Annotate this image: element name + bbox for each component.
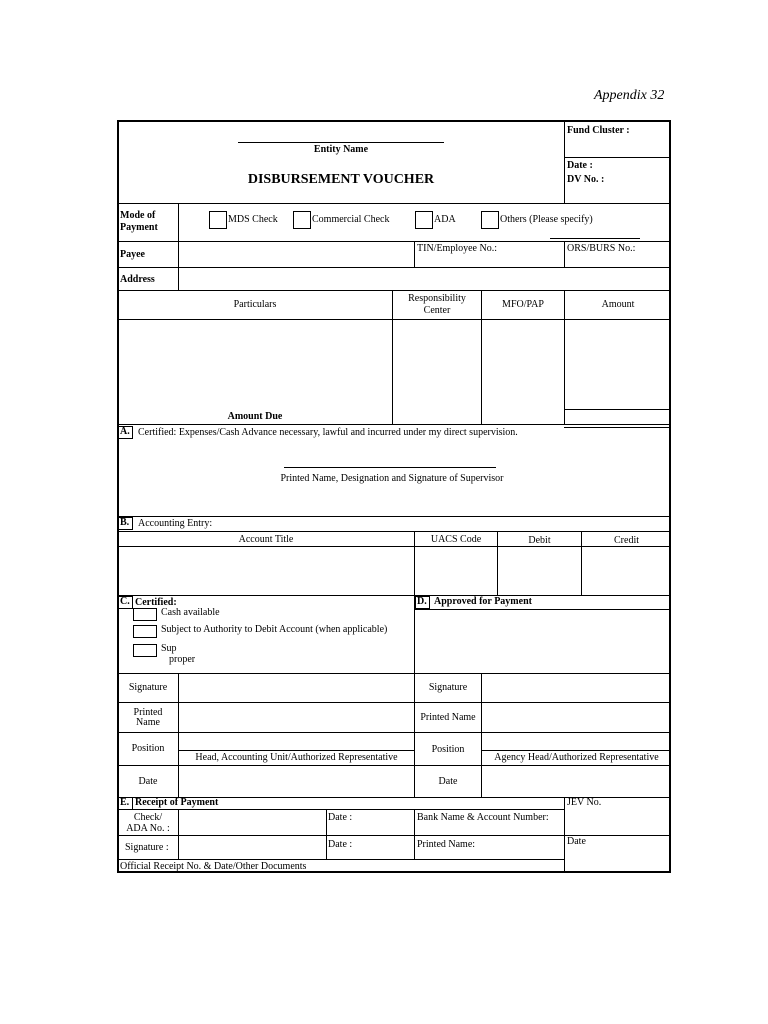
authority-debit-checkbox[interactable]: [133, 625, 157, 638]
section-d-letter: D.: [415, 596, 430, 609]
accounting-entry-label: Accounting Entry:: [138, 518, 213, 529]
particulars-bottom-line: [118, 424, 671, 425]
particulars-header-line: [118, 319, 671, 320]
printed-name-label-left-1: Printed: [133, 707, 163, 718]
ada-checkbox[interactable]: [415, 211, 433, 229]
ors-burs-label: ORS/BURS No.:: [567, 243, 636, 254]
jev-date-label: Date: [567, 836, 586, 847]
section-a-bottom-line: [118, 516, 671, 517]
section-a-letter: A.: [118, 426, 133, 439]
supervisor-signature-line[interactable]: [284, 467, 496, 468]
header-bottom-line: [118, 203, 671, 204]
receipt-signature-label: Signature :: [125, 842, 169, 853]
signatory-top-line: [118, 673, 671, 674]
check-date-label: Date :: [328, 812, 353, 823]
payee-ors-divider: [564, 241, 565, 267]
left-signatory-role: Head, Accounting Unit/Authorized Representative: [195, 752, 398, 763]
mds-check-checkbox[interactable]: [209, 211, 227, 229]
supporting-documents-label: Sup: [161, 643, 177, 654]
date-label: Date :: [567, 160, 593, 171]
right-signatory-role: Agency Head/Authorized Representative: [494, 752, 659, 763]
receipt-header-line: [118, 809, 564, 810]
left-label-divider-top: [178, 203, 179, 290]
amount-double-line: [564, 427, 671, 428]
check-ada-label-2: ADA No. :: [126, 823, 170, 834]
tin-employee-label: TIN/Employee No.:: [417, 243, 497, 254]
jev-no-label: JEV No.: [567, 797, 602, 808]
section-a-certification: Certified: Expenses/Cash Advance necessary, lawful and incurred under my direct supervision.: [138, 427, 518, 438]
amount-due-line: [564, 409, 671, 410]
section-c-label: Certified:: [135, 597, 177, 608]
check-label-divider: [178, 809, 179, 859]
account-title-header: Account Title: [238, 534, 294, 545]
mode-bottom-line: [118, 241, 671, 242]
section-d-header-line: [415, 609, 671, 610]
check-ada-label-1: Check/: [133, 812, 163, 823]
entity-name-line: [238, 142, 444, 143]
check-row-line: [118, 835, 564, 836]
c-d-divider: [414, 595, 415, 797]
mode-of-payment-label-2: Payment: [120, 222, 158, 233]
accounting-header-line: [118, 546, 671, 547]
section-e-letter: E.: [118, 797, 133, 810]
right-signatory-divider: [481, 673, 482, 797]
others-checkbox[interactable]: [481, 211, 499, 229]
fund-cluster-label: Fund Cluster :: [567, 125, 630, 136]
signature-receipt-line: [118, 859, 564, 860]
commercial-check-label: Commercial Check: [312, 214, 390, 225]
bank-account-label: Bank Name & Account Number:: [417, 812, 549, 823]
signature-label-right: Signature: [428, 682, 468, 693]
right-position-line: [482, 750, 671, 751]
debit-header: Debit: [528, 535, 551, 546]
position-label-right: Position: [431, 744, 465, 755]
section-b-bottom-line: [118, 595, 671, 596]
date-divider: [326, 809, 327, 859]
printed-name-label-left-2: Name: [136, 717, 160, 728]
header-divider: [564, 121, 565, 203]
cash-available-label: Cash available: [161, 607, 220, 618]
entity-name-label: Entity Name: [313, 144, 369, 155]
official-receipt-label: Official Receipt No. & Date/Other Documents: [120, 861, 307, 872]
accounting-entry-line: [118, 531, 671, 532]
receipt-date-label: Date :: [328, 839, 353, 850]
credit-header: Credit: [614, 535, 639, 546]
position-row-line: [118, 765, 671, 766]
receipt-printed-name-label: Printed Name:: [417, 839, 476, 850]
fund-cluster-line: [564, 157, 671, 158]
particulars-header: Particulars: [233, 299, 277, 310]
others-specify-line[interactable]: [550, 238, 640, 239]
commercial-check-checkbox[interactable]: [293, 211, 311, 229]
date-label-left: Date: [138, 776, 158, 787]
bank-divider: [414, 809, 415, 859]
position-label-left: Position: [131, 743, 165, 754]
debit-divider: [497, 531, 498, 595]
section-b-letter: B.: [118, 517, 133, 530]
dv-no-label: DV No. :: [567, 174, 605, 185]
section-d-label: Approved for Payment: [434, 596, 532, 607]
address-label: Address: [120, 274, 155, 285]
uacs-code-header: UACS Code: [430, 534, 482, 545]
ada-label: ADA: [434, 214, 456, 225]
amount-header: Amount: [601, 299, 635, 310]
supporting-documents-checkbox[interactable]: [133, 644, 157, 657]
credit-divider: [581, 531, 582, 595]
payee-label: Payee: [120, 249, 145, 260]
payee-bottom-line: [118, 267, 671, 268]
others-label: Others (Please specify): [500, 214, 593, 225]
section-c-letter: C.: [118, 596, 133, 609]
amount-due-label: Amount Due: [227, 411, 283, 422]
uacs-divider: [414, 531, 415, 595]
signature-row-line: [118, 702, 671, 703]
left-signatory-divider: [178, 673, 179, 797]
date-label-right: Date: [438, 776, 458, 787]
particulars-divider-2: [481, 290, 482, 425]
signature-label-left: Signature: [128, 682, 168, 693]
mfo-pap-header: MFO/PAP: [502, 299, 544, 310]
authority-debit-label: Subject to Authority to Debit Account (when applicable): [161, 624, 388, 635]
form-title: DISBURSEMENT VOUCHER: [247, 172, 435, 187]
supporting-documents-label-2: proper: [169, 654, 196, 665]
printed-name-row-line: [118, 732, 671, 733]
particulars-divider-3: [564, 290, 565, 425]
cash-available-checkbox[interactable]: [133, 608, 157, 621]
address-bottom-line: [118, 290, 671, 291]
mds-check-label: MDS Check: [228, 214, 278, 225]
responsibility-center-header-2: Center: [423, 305, 451, 316]
left-position-line: [179, 750, 414, 751]
mode-of-payment-label-1: Mode of: [120, 210, 156, 221]
responsibility-center-header-1: Responsibility: [408, 293, 466, 304]
supervisor-signature-caption: Printed Name, Designation and Signature of Supervisor: [280, 473, 504, 484]
appendix-number: Appendix 32: [594, 88, 665, 103]
receipt-of-payment-label: Receipt of Payment: [135, 797, 219, 808]
printed-name-label-right: Printed Name: [420, 712, 476, 723]
payee-tin-divider: [414, 241, 415, 267]
